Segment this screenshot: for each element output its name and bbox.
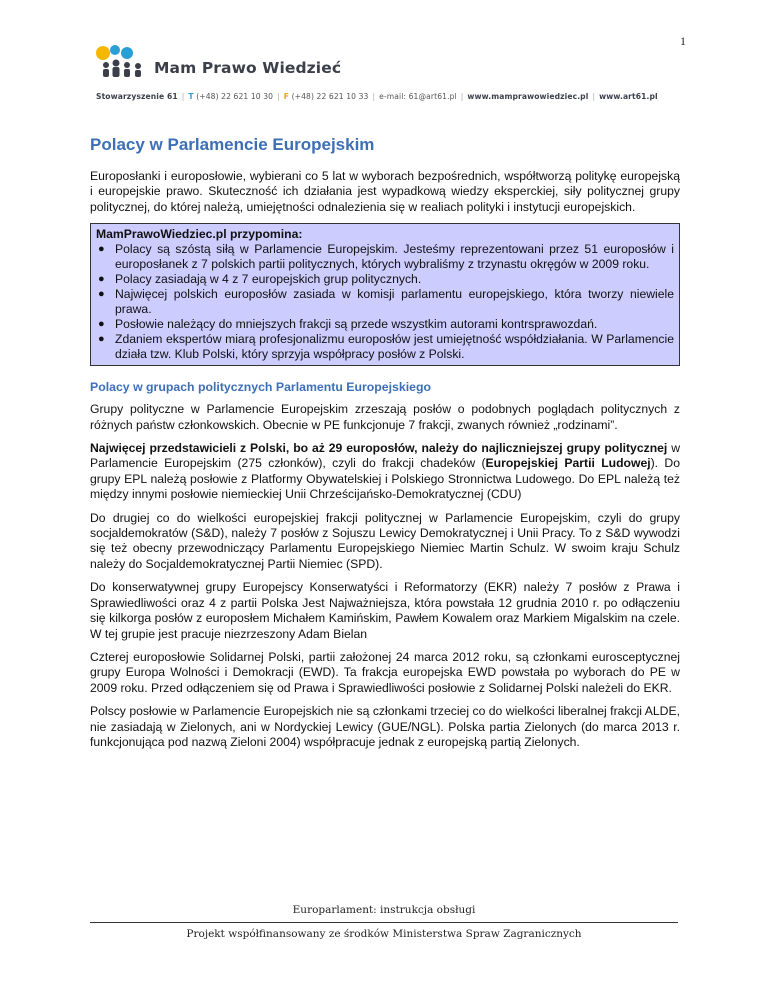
people-logo-icon [94,44,152,84]
list-item: ● Posłowie należący do mniejszych frakcji są przede wszystkim autorami kontrsprawozdań. [98,317,598,332]
footer-divider [90,922,678,923]
section-paragraph-5: Czterej europosłowie Solidarnej Polski, partii założonej 24 marca 2012 roku, są członkami eurosceptycznej grupy Europa Wolności i Demokracji (EWD). Ta frakcja europejska EWD powstała po wyborach do PE w 2009 roku. Przed odłączeniem się od Prawa i Sprawiedliwości posłowie z Solidarnej Polski należeli do EKR. [90,649,680,695]
bullet-icon: ● [98,273,105,286]
list-item: ● Najwięcej polskich europosłów zasiada w komisji parlamentu europejskiego, która tworzy niewiele prawa. [98,287,674,317]
intro-paragraph: Europosłanki i europosłowie, wybierani co 5 lat w wyborach bezpośrednich, współtworzą politykę europejską i europejskie prawo. Skuteczność ich działania jest wypadkową wiedzy eksperckiej, siły politycznej grupy politycznej, do której należą, umiejętności odnalezienia się w realiach polityki i instytucji europejskich. [90,169,680,214]
bullet-icon: ● [98,333,105,346]
section-paragraph-2: Najwięcej przedstawicieli z Polski, bo aż 29 europosłów, należy do najliczniejszej grupy politycznej w Parlamencie Europejskim (275 członków), czyli do frakcji chadeków (Europejskiej Partii Ludowej). Do grupy EPL należą posłowie z Platformy Obywatelskiej i Polskiego Stronnictwa Ludowego. Do EPL należą też między innymi posłowie niemieckiej Unii Chrześcijańsko-Demokratycznej (CDU) [90,441,681,502]
callout-list [96,242,674,362]
main-content [90,135,680,758]
list-item: ● Zdaniem ekspertów miarą profesjonalizmu europosłów jest umiejętność współdziałania. W Parlamencie działa tzw. Klub Polski, który sprzyja współpracy posłów z Polski. [98,332,674,362]
section-heading: Polacy w grupach politycznych Parlamentu Europejskiego [90,380,431,395]
logo [94,44,374,84]
site-link-1[interactable]: www.mamprawowiedziec.pl [467,92,589,101]
section-paragraph-4: Do konserwatywnej grupy Europejscy Konserwatyści i Reformatorzy (EKR) należy 7 posłów z Prawa i Sprawiedliwości oraz 4 z partii Polska Jest Najważniejsza, która powstała 12 grudnia 2010 r. po odłączeniu się kilkorga posłów z europosłem Michałem Kamińskim, Pawłem Kowalem oraz Markiem Migalskim na czele. W tej grupie jest pracuje niezrzeszony Adam Bielan [90,580,680,641]
bullet-icon: ● [98,288,105,301]
section-paragraph-3: Do drugiej co do wielkości europejskiej frakcji politycznej w Parlamencie Europejskim, czyli do grupy socjaldemokratów (S&D), należy 7 posłów z Sojuszu Lewicy Demokratycznej i Unii Pracy. To z S&D wywodzi się też obecny przewodniczący Parlamentu Europejskiego Niemiec Martin Schulz. W swoim kraju Schulz należy do Socjaldemokratycznej Partii Niemiec (SPD). [90,510,680,571]
page-number: 1 [680,34,686,48]
email: e-mail: 61@art61.pl [379,92,457,101]
section-paragraph-6: Polscy posłowie w Parlamencie Europejskich nie są członkami trzeciej co do wielkości liberalnej frakcji ALDE, nie zasiadają w Zielonych, ani w Nordyckiej Lewicy (GUE/NGL). Polska partia Zielonych (do marca 2013 r. funkcjonująca pod nazwą Zieloni 2004) współpracuje jednak z europejską partią Zielonych. [90,704,680,749]
phone: (+48) 22 621 10 30 [196,92,274,101]
callout-box [90,223,680,366]
callout-title: MamPrawoWiedziec.pl przypomina: [96,227,303,242]
fax: (+48) 22 621 10 33 [291,92,369,101]
list-item: ● Polacy zasiadają w 4 z 7 europejskich grup politycznych. [98,272,422,287]
contact-bar: Stowarzyszenie 61 | T (+48) 22 621 10 30 | F (+48) 22 621 10 33 | e-mail: 61@art61.pl | www.mamprawowiedziec.pl | www.art61.pl [96,92,658,101]
footer-sponsor: Projekt współfinansowany ze środków Ministerstwa Spraw Zagranicznych [186,928,582,940]
phone-label: T [188,92,194,101]
footer-title: Europarlament: instrukcja obsługi [292,904,476,916]
list-item: ● Polacy są szóstą siłą w Parlamencie Europejskim. Jesteśmy reprezentowani przez 51 europosłów i europosłanek z 7 polskich partii politycznych, których wybraliśmy z trzynastu okręgów w 2009 roku. [98,242,674,272]
site-link-2[interactable]: www.art61.pl [599,92,658,101]
bullet-icon: ● [98,318,105,331]
org-name: Stowarzyszenie 61 [96,92,178,101]
fax-label: F [283,92,290,101]
section-paragraph-1: Grupy polityczne w Parlamencie Europejskim zrzeszają posłów o podobnych poglądach politycznych z różnych państw członkowskich. Obecnie w PE funkcjonuje 7 frakcji, zwanych również „rodzinami”. [90,402,680,432]
page-title: Polacy w Parlamencie Europejskim [90,135,375,154]
bullet-icon: ● [98,243,105,256]
logo-text: Mam Prawo Wiedzieć [154,59,342,77]
